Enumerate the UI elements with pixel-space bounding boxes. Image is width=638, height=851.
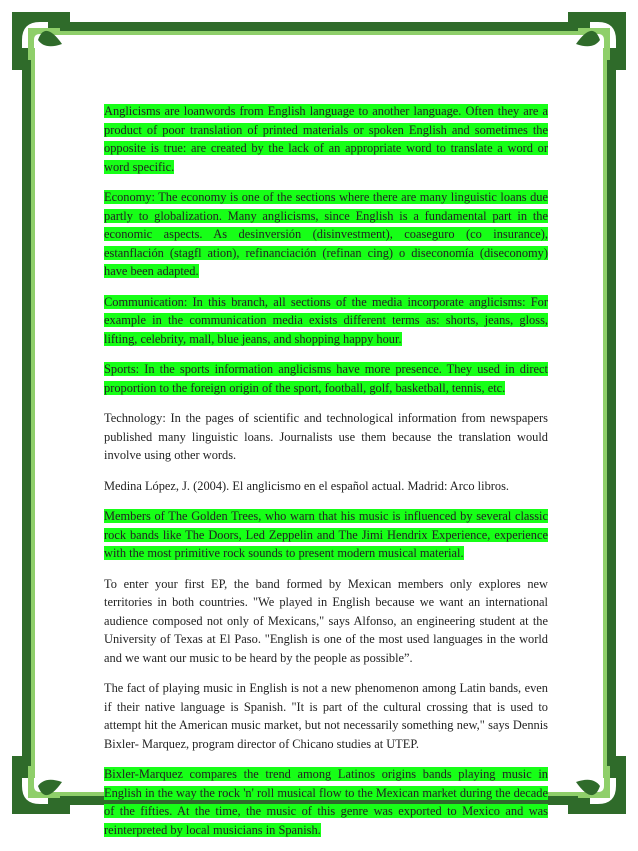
paragraph-sports: Sports: In the sports information anglicisms have more presence. They used in direct proportion to the foreign origin of the sport, football, golf, basketball, tennis, etc. [104,362,548,395]
corner-ornament-bottom-left [12,756,70,814]
paragraph-citation: Medina López, J. (2004). El anglicismo en el español actual. Madrid: Arco libros. [104,478,510,493]
paragraph-communication: Communication: In this branch, all sections of the media incorporate anglicisms: For example in the communication media exists different terms as: shorts, jeans, gloss, lifting, celebrity, mall, blue jeans, and shopping happy hour. [104,294,548,346]
paragraph-music-in-english: The fact of playing music in English is not a new phenomenon among Latin bands, even if their native language is Spanish. "It is part of the cultural crossing that is used to attempt hit the American music market, but not necessarily something new," says Dennis Bixler- Marquez, program director of Chicano studies at UTEP. [104,681,548,751]
paragraph-first-ep: To enter your first EP, the band formed by Mexican members only explores new territories in both countries. "We played in English because we want an international audience composed not only of Mexicans," says Alfonso, an engineering student at the University of Texas at El Paso. "English is one of the most used languages in the world and we want our music to be heard by the people as possible”. [104,576,548,665]
corner-ornament-bottom-right [568,756,626,814]
paragraph-bixler-marquez: Bixler-Marquez compares the trend among Latinos origins bands playing music in English in the way the rock 'n' roll musical flow to the Mexican market during the decade of the fifties. At the time, the music of this genre was exported to Mexico and was reinterpreted by local musicians in Spanish. [104,767,548,837]
corner-ornament-top-left [12,12,70,70]
paragraph-economy: Economy: The economy is one of the sections where there are many linguistic loans due partly to globalization. Many anglicisms, since English is a fundamental part in the economic aspects. As desinversión (disinvestment), coaseguro (co insurance), estanflación (stagfl ation), refinanciación (refinan cing) o diseconomía (diseconomy) have been adapted. [104,190,548,278]
document-body [104,102,548,851]
paragraph-technology: Technology: In the pages of scientific and technological information from newspapers published many linguistic loans. Journalists use them because the translation would involve using other words. [104,411,548,462]
corner-ornament-top-right [568,12,626,70]
paragraph-anglicisms-definition: Anglicisms are loanwords from English language to another language. Often they are a product of poor translation of printed materials or spoken English and sometimes the opposite is true: are created by the lack of an appropriate word to translate a word or word specific. [104,104,548,174]
paragraph-golden-trees: Members of The Golden Trees, who warn that his music is influenced by several classic rock bands like The Doors, Led Zeppelin and The Jimi Hendrix Experience, experience with the most primitive rock sounds to present modern musical material. [104,509,548,560]
